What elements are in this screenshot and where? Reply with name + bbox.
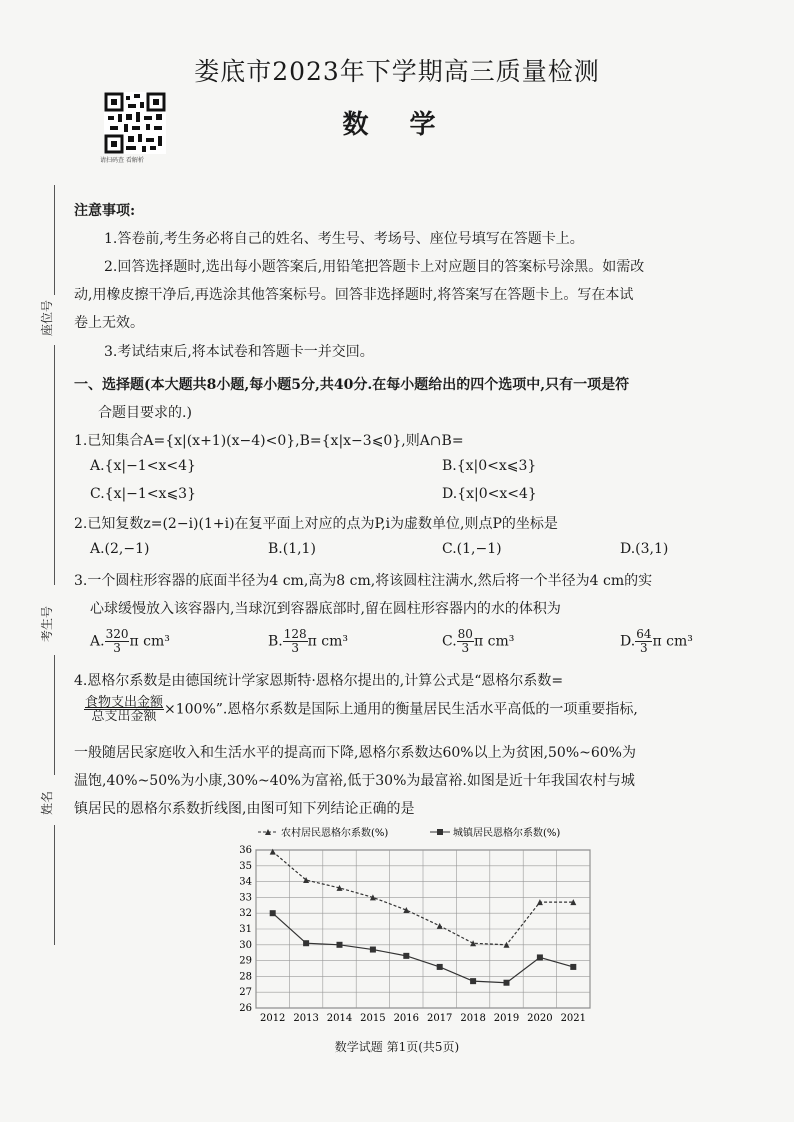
binding-line	[54, 655, 55, 775]
y-tick-label: 32	[239, 908, 252, 920]
denominator: 3	[640, 641, 648, 655]
formula-rest: ×100%”.恩格尔系数是国际上通用的衡量居民生活水平高低的一项重要指标,	[164, 701, 638, 718]
page-footer: 数学试题 第1页(共5页)	[334, 1040, 460, 1054]
x-tick-label: 2018	[460, 1013, 486, 1024]
notice-line: 卷上无效。	[74, 315, 144, 331]
urban-data-point	[370, 947, 376, 953]
question-2-stem: 2.已知复数z=(2−i)(1+i)在复平面上对应的点为P,i为虚数单位,则点P的坐标是	[74, 516, 558, 532]
legend-marker-urban	[437, 829, 443, 835]
y-tick-label: 27	[239, 987, 252, 999]
option-letter: B.	[268, 633, 283, 650]
y-tick-label: 34	[239, 876, 252, 888]
x-tick-label: 2016	[393, 1013, 420, 1024]
binding-line	[54, 185, 55, 295]
q3-option-d	[620, 628, 693, 655]
y-tick-label: 28	[239, 971, 252, 983]
question-4-text: 镇居民的恩格尔系数折线图,由图可知下列结论正确的是	[74, 801, 415, 817]
subject-title: 数 学	[342, 110, 452, 140]
legend-label-rural: 农村居民恩格尔系数(%)	[281, 828, 389, 839]
y-tick-label: 35	[239, 860, 252, 872]
option-letter: D.	[620, 633, 636, 650]
notice-line: 1.答卷前,考生务必将自己的姓名、考生号、考场号、座位号填写在答题卡上。	[104, 231, 584, 247]
denominator: 3	[113, 641, 121, 655]
x-axis-ticks	[260, 1013, 586, 1024]
q2-option-a: A.(2,−1)	[90, 541, 150, 557]
x-tick-label: 2017	[426, 1013, 453, 1024]
unit: π cm³	[129, 633, 170, 650]
q1-option-c: C.{x|−1<x⩽3}	[90, 486, 196, 502]
engel-line-chart	[222, 822, 602, 1030]
q2-option-d: D.(3,1)	[620, 541, 669, 557]
binding-line	[54, 825, 55, 945]
numerator: 食物支出金额	[85, 695, 164, 710]
y-tick-label: 36	[239, 845, 252, 856]
x-tick-label: 2019	[493, 1013, 520, 1024]
seat-number-label: 座位号	[40, 299, 54, 336]
x-tick-label: 2014	[326, 1013, 353, 1024]
y-axis-ticks	[239, 845, 252, 1014]
notice-line: 3.考试结束后,将本试卷和答题卡一并交回。	[104, 344, 374, 360]
urban-data-point	[337, 942, 343, 948]
question-3-stem: 3.一个圆柱形容器的底面半径为4 cm,高为8 cm,将该圆柱注满水,然后将一个半径为4 cm的实	[74, 573, 653, 589]
q1-option-a: A.{x|−1<x<4}	[90, 458, 196, 474]
q2-option-b: B.(1,1)	[268, 541, 316, 557]
qr-code-icon	[104, 92, 166, 154]
urban-data-point	[437, 964, 443, 970]
name-label: 姓名	[40, 790, 54, 815]
rural-data-point	[270, 849, 276, 855]
urban-data-point	[504, 980, 510, 986]
fraction	[283, 628, 308, 655]
y-tick-label: 30	[239, 939, 252, 951]
urban-data-point	[570, 964, 576, 970]
fraction	[635, 628, 652, 655]
notice-heading: 注意事项:	[74, 203, 136, 219]
chart-legend	[258, 826, 560, 839]
q3-option-a	[90, 628, 170, 655]
binding-line	[54, 345, 55, 585]
question-4-text: 一般随居民家庭收入和生活水平的提高而下降,恩格尔系数达60%以上为贫困,50%~60%为	[74, 745, 636, 761]
numerator: 80	[457, 627, 473, 641]
question-4-formula-line	[84, 696, 638, 723]
urban-data-point	[303, 940, 309, 946]
x-tick-label: 2012	[259, 1013, 286, 1024]
notice-line: 2.回答选择题时,选出每小题答案后,用铅笔把答题卡上对应题目的答案标号涂黑。如需改	[104, 259, 645, 275]
legend-label-urban: 城镇居民恩格尔系数(%)	[453, 828, 561, 839]
engel-fraction	[84, 696, 164, 723]
q3-option-b	[268, 628, 348, 655]
unit: π cm³	[652, 633, 693, 650]
q1-option-d: D.{x|0<x<4}	[442, 486, 537, 502]
y-tick-label: 29	[239, 955, 252, 967]
numerator: 128	[283, 627, 307, 641]
unit: π cm³	[307, 633, 349, 650]
question-4-stem: 4.恩格尔系数是由德国统计学家恩斯特·恩格尔提出的,计算公式是“恩格尔系数=	[74, 673, 564, 689]
question-3-stem-cont: 心球缓慢放入该容器内,当球沉到容器底部时,留在圆柱形容器内的水的体积为	[90, 601, 561, 617]
exam-title: 娄底市2023年下学期高三质量检测	[194, 57, 600, 86]
q1-option-b: B.{x|0<x⩽3}	[442, 458, 537, 474]
chart-grid	[256, 850, 590, 1008]
fraction	[105, 628, 130, 655]
section-heading-cont: 合题目要求的.)	[98, 405, 192, 421]
question-4-text: 温饱,40%~50%为小康,30%~40%为富裕,低于30%为最富裕.如图是近十年我国农村与城	[74, 773, 635, 789]
rural-data-point	[403, 907, 409, 913]
x-tick-label: 2020	[527, 1013, 553, 1024]
urban-data-point	[403, 953, 409, 959]
y-tick-label: 31	[239, 924, 252, 935]
qr-caption: 请扫码查 看解析	[100, 157, 144, 164]
x-tick-label: 2015	[360, 1013, 386, 1024]
fraction	[457, 628, 474, 655]
rural-data-point	[437, 923, 443, 929]
x-tick-label: 2013	[293, 1013, 319, 1024]
q3-option-c	[442, 628, 514, 655]
y-tick-label: 26	[239, 1003, 252, 1014]
notice-line: 动,用橡皮擦干净后,再选涂其他答案标号。回答非选择题时,将答案写在答题卡上。写在本试	[74, 287, 634, 303]
exam-number-label: 考生号	[40, 605, 54, 642]
option-letter: C.	[442, 633, 457, 650]
question-1-stem: 1.已知集合A={x|(x+1)(x−4)<0},B={x|x−3⩽0},则A∩B=	[74, 433, 464, 449]
q2-option-c: C.(1,−1)	[442, 541, 502, 557]
denominator: 3	[291, 641, 300, 655]
unit: π cm³	[473, 633, 515, 650]
urban-data-point	[470, 978, 476, 984]
numerator: 320	[105, 627, 129, 641]
denominator: 3	[461, 641, 470, 655]
denominator: 总支出金额	[91, 709, 157, 724]
section-heading: 一、选择题(本大题共8小题,每小题5分,共40分.在每小题给出的四个选项中,只有一项是符	[74, 377, 630, 393]
numerator: 64	[636, 627, 652, 641]
x-tick-label: 2021	[560, 1013, 587, 1024]
urban-data-point	[537, 954, 543, 960]
option-letter: A.	[90, 633, 105, 650]
urban-data-point	[270, 910, 276, 916]
y-tick-label: 33	[239, 892, 252, 904]
